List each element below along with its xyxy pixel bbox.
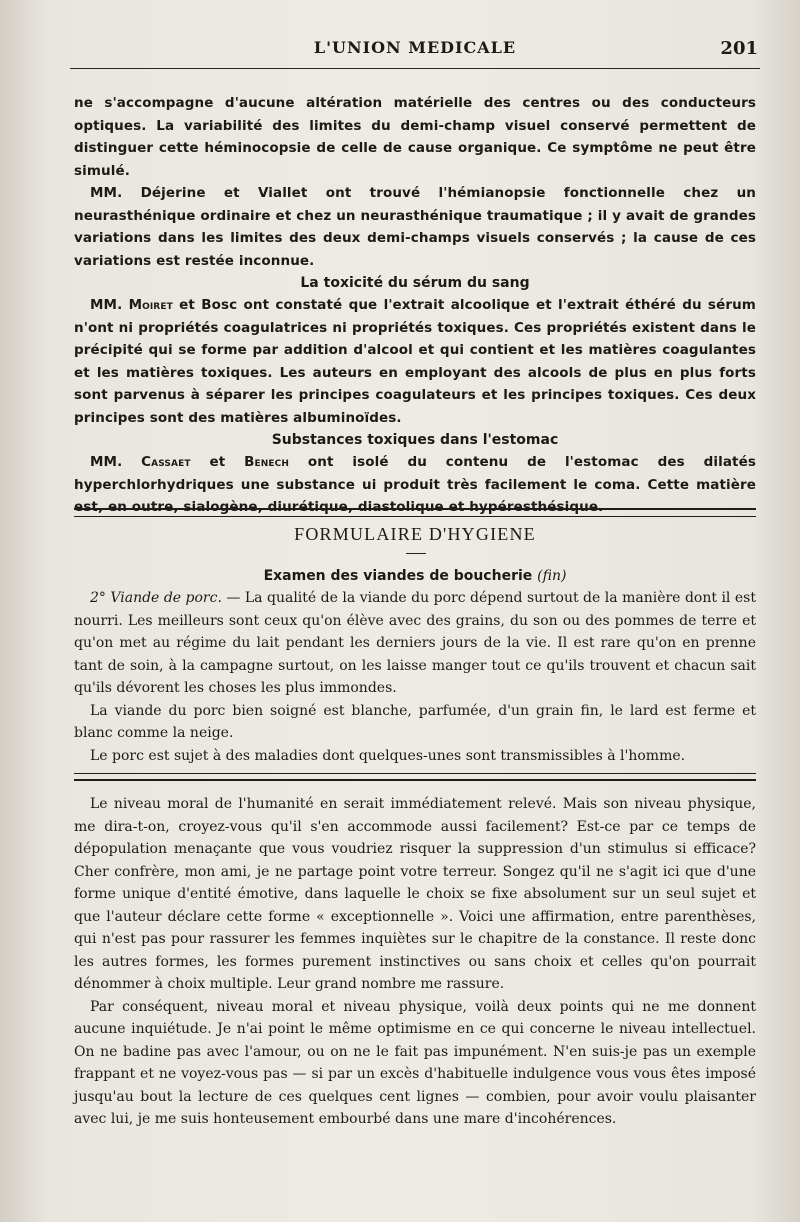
paragraph-niveau-moral: Le niveau moral de l'humanité en serait immédiatement relevé. Mais son niveau physique, me dira-t-on, croyez-vous qu'il s'en accommode aussi facilement? Est-ce par ce temps de dépopulation menaçante que vous voudriez risquer la suppression d'un stimulus si efficace? Cher confrère, mon ami, je ne partage point votre terreur. Songez qu'il ne s'agit ici que d'une forme unique d'entité émotive, dans laquelle le choix se fixe absolument sur un seul sujet et que l'auteur déclare cette forme « exceptionnelle ». Voici une affirmation, entre parenthèses, qui n'est pas pour rassurer les femmes inquiètes sur le chapitre de la constance. Il reste donc les autres formes, les formes purement instinctives ou sans choix et celles qu'on pourrait dénommer à choix multiple. Leur grand nombre me rassure.: [74, 796, 756, 992]
section-title-estomac: Substances toxiques dans l'estomac: [271, 432, 559, 448]
paragraph-porc-maladies: Le porc est sujet à des maladies dont quelques-unes sont transmissibles à l'homme.: [90, 747, 686, 764]
paragraph-text: ont isolé du contenu de l'estomac des dilatés hyperchlorhydriques une substance ui produit très facilement le coma. Cette matière est, en outre, sialogène, diurétique, diastolique et hypéresthésique.: [74, 454, 756, 515]
author-name: Benech: [244, 454, 289, 470]
lower-block: [74, 793, 756, 1131]
authors-prefix: MM.: [90, 297, 123, 313]
paragraph-text: — La qualité de la viande du porc dépend surtout de la manière dont il est nourri. Les meilleurs sont ceux qu'on élève avec des grains, du son ou des pommes de terre et qu'on met au régime du lait pendant les derniers jours de la vie. Il est rare qu'on en prenne tant de soin, à la campagne surtout, on les laisse manger tout ce qu'ils trouvent et chacun sait qu'ils dévorent les choses les plus immondes.: [74, 590, 756, 696]
running-title: L'UNION MEDICALE: [313, 38, 517, 57]
subtitle-text: Examen des viandes de boucherie: [263, 568, 533, 584]
paragraph-hemianopsie: ne s'accompagne d'aucune altération matérielle des centres ou des conducteurs optiques. La variabilité des limites du demi-champ visuel conservé permettent de distinguer cette héminocopsie de celle de cause organique. Ce symptôme ne peut être simulé.: [74, 95, 756, 179]
authors-prefix: MM.: [90, 454, 123, 470]
formulaire-block: [74, 565, 756, 767]
author-and: et: [209, 454, 226, 470]
paragraph-porc-quality: [74, 587, 756, 700]
author-name: Moiret: [128, 297, 173, 313]
upper-block: [74, 92, 756, 519]
author-connector: et Bosc: [179, 297, 238, 313]
title-dash: [406, 553, 426, 554]
formulaire-subtitle: [74, 565, 756, 587]
paragraph-dejerine: MM. Déjerine et Viallet ont trouvé l'hémianopsie fonctionnelle chez un neurasthénique ordinaire et chez un neurasthénique traumatique ; il y avait de grandes variations dans les limites des deux demi-champs visuels conservés ; la cause de ces variations est restée inconnue.: [74, 185, 756, 269]
paragraph-lead: 2° Viande de porc.: [90, 590, 222, 606]
paragraph-text: ont constaté que l'extrait alcoolique et l'extrait éthéré du sérum n'ont ni propriétés coagulatrices ni propriétés toxiques. Ces propriétés existent dans le précipité qui se forme par addition d'alcool et qui contient et les matières coagulantes et les matières toxiques. Les auteurs en employant des alcools de plus en plus forts sont parvenus à séparer les principes coagulateurs et les principes toxiques. Ces deux principes sont des matières albuminoïdes.: [74, 297, 756, 426]
page-header: [70, 34, 760, 69]
subtitle-fin: (fin): [537, 568, 567, 584]
section-divider: [74, 508, 756, 517]
page-number: 201: [720, 38, 758, 59]
section-divider-thick: [74, 773, 756, 781]
author-name: Cassaet: [141, 454, 191, 470]
paragraph-porc-viande: La viande du porc bien soigné est blanche, parfumée, d'un grain fin, le lard est ferme et blanc comme la neige.: [74, 702, 756, 741]
paragraph-serum: [74, 294, 756, 429]
formulaire-title: FORMULAIRE D'HYGIENE: [294, 524, 536, 544]
paragraph-consequent: Par conséquent, niveau moral et niveau physique, voilà deux points qui ne me donnent aucune inquiétude. Je n'ai point le même optimisme en ce qui concerne le niveau intellectuel. On ne badine pas avec l'amour, ou on ne le fait pas impunément. N'en suis-je pas un exemple frappant et ne voyez-vous pas — si par un excès d'habituelle indulgence vous vous êtes imposé jusqu'au bout la lecture de ces quelques cent lignes — combien, pour avoir voulu plaisanter avec lui, je me suis honteusement embourbé dans une mare d'incohérences.: [74, 998, 756, 1127]
section-title-serum: La toxicité du sérum du sang: [300, 275, 530, 291]
